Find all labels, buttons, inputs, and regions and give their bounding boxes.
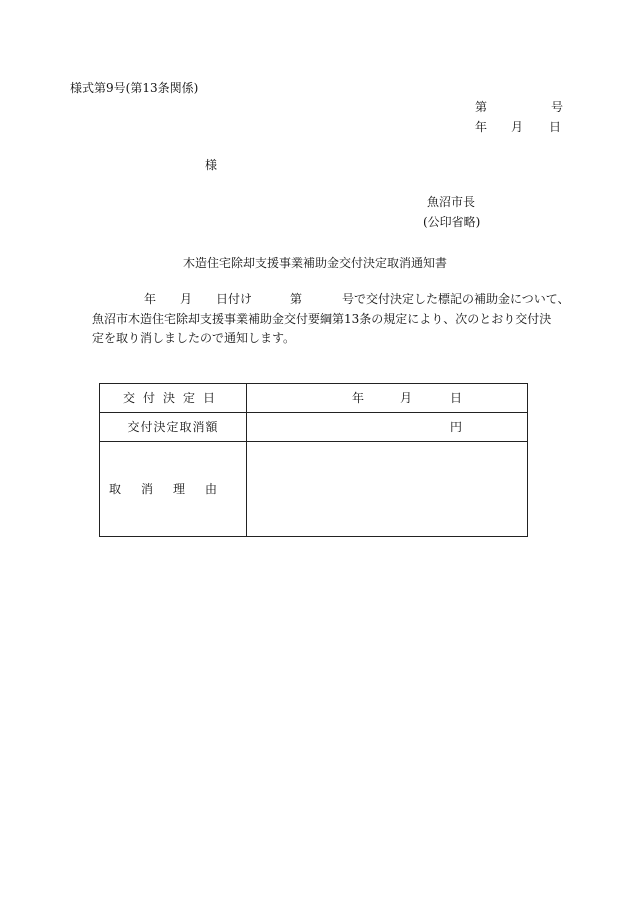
document-title: 木造住宅除却支援事業補助金交付決定取消通知書 [182, 256, 447, 270]
table-row [100, 413, 528, 442]
issue-date-year: 年 [475, 120, 488, 134]
decision-date-day: 日 [450, 391, 463, 405]
document-number-dai: 第 [475, 100, 488, 114]
body-line2: 魚沼市木造住宅除却支援事業補助金交付要綱第13条の規定により、次のとおり交付決 [92, 312, 552, 326]
decision-date-value [247, 384, 528, 413]
body-line1-text: 号で交付決定した標記の補助金について、 [342, 292, 570, 306]
form-number: 様式第9号(第13条関係) [70, 81, 199, 95]
cancel-amount-unit: 円 [450, 420, 463, 434]
document-number-go: 号 [551, 100, 564, 114]
cancellation-table [99, 383, 528, 537]
cancel-reason-value [247, 442, 528, 537]
table-row [100, 384, 528, 413]
cancel-amount-value [247, 413, 528, 442]
body-month: 月 [180, 292, 193, 306]
body-line3: 定を取り消しましたので通知します。 [92, 331, 296, 345]
decision-date-year: 年 [352, 391, 365, 405]
body-dated: 日付け [216, 292, 253, 306]
seal-note: (公印省略) [423, 215, 481, 229]
decision-date-label: 交付決定日 [100, 384, 247, 413]
table-row [100, 442, 528, 537]
body-dai: 第 [290, 292, 303, 306]
issue-date-month: 月 [511, 120, 524, 134]
body-year: 年 [144, 292, 157, 306]
cancel-reason-label: 取消理由 [100, 442, 247, 537]
issue-date-day: 日 [549, 120, 562, 134]
addressee-suffix: 様 [205, 158, 218, 172]
cancel-amount-label: 交付決定取消額 [100, 413, 247, 442]
decision-date-month: 月 [400, 391, 413, 405]
issuer-title: 魚沼市長 [427, 195, 476, 209]
